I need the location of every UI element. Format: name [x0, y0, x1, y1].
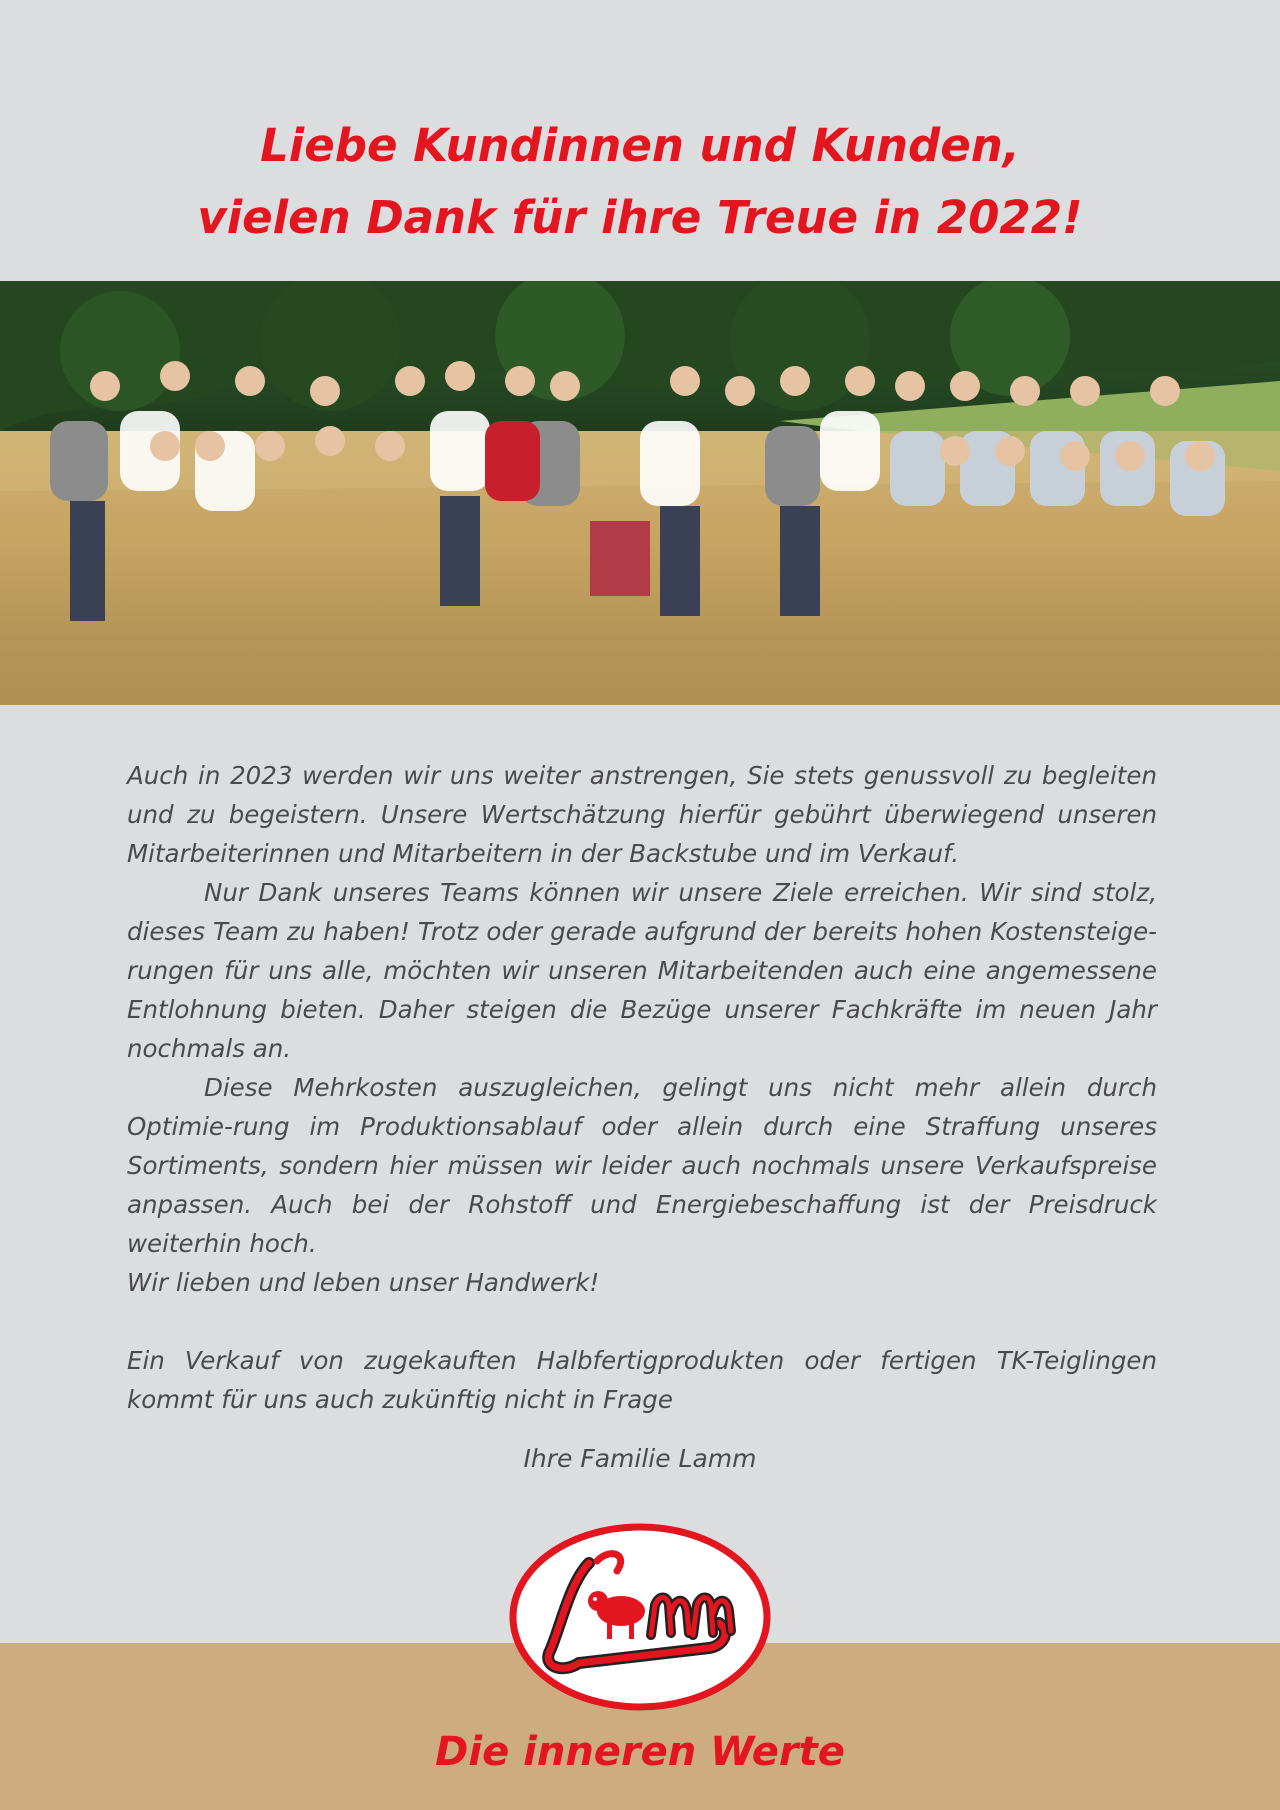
headline [0, 110, 1280, 254]
letter-body [127, 756, 1157, 1419]
headline-line-1: Liebe Kundinnen und Kunden, [260, 119, 1020, 172]
slogan: Die inneren Werte [435, 1729, 845, 1775]
team-photo [0, 281, 1280, 705]
letter-paragraph-1: Auch in 2023 werden wir uns weiter anstrengen, Sie stets genussvoll zu begleiten und zu begeistern. Unsere Wertschätzung hierfür gebührt überwiegend unseren Mitarbeiterinnen und Mitarbeitern in der Backstube und im Verkauf. [127, 761, 1157, 868]
letter-paragraph-2: Nur Dank unseres Teams können wir unsere Ziele erreichen. Wir sind stolz, dieses Team zu haben! Trotz oder gerade aufgrund der bereits hohen Kostensteige-rungen für uns alle, möchten wir unseren Mitarbeitenden auch eine angemessene Entlohnung bieten. Daher steigen die Bezüge unserer Fachkräfte im neuen Jahr nochmals an. [127, 878, 1157, 1063]
letter-paragraph-4: Wir lieben und leben unser Handwerk! [127, 1268, 600, 1297]
letter-paragraph-5: Ein Verkauf von zugekauften Halbfertigprodukten oder fertigen TK-Teiglingen kommt für uns auch zukünftig nicht in Frage [127, 1346, 1157, 1414]
letter-paragraph-3: Diese Mehrkosten auszugleichen, gelingt uns nicht mehr allein durch Optimie-rung im Produktionsablauf oder allein durch eine Straffung unseres Sortiments, sondern hier müssen wir leider auch nochmals unsere Verkaufspreise anpassen. Auch bei der Rohstoff und Energiebeschaffung ist der Preisdruck weiterhin hoch. [127, 1073, 1157, 1258]
lamm-logo [509, 1523, 771, 1711]
signature: Ihre Familie Lamm [523, 1444, 757, 1473]
headline-line-2: vielen Dank für ihre Treue in 2022! [197, 191, 1083, 244]
